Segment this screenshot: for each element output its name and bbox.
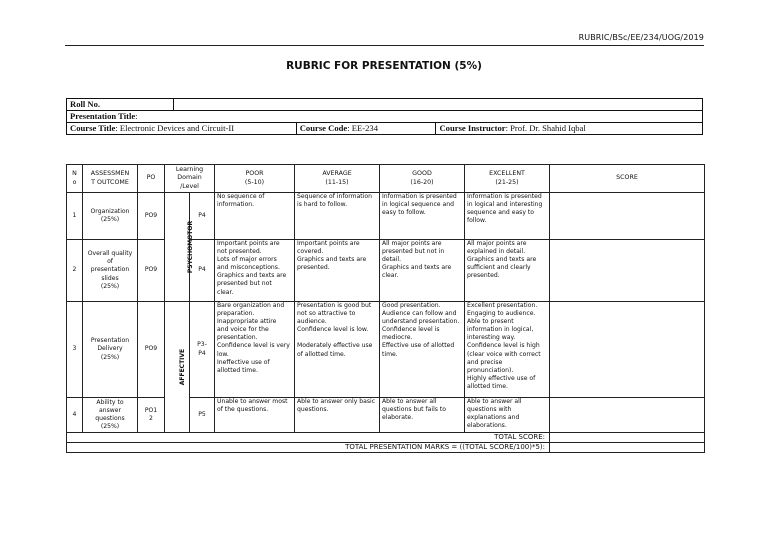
- header-no: N o: [67, 165, 83, 193]
- text-line: Information is presented: [467, 193, 542, 200]
- text-line: presented.: [467, 272, 500, 280]
- row-excellent: [465, 240, 550, 302]
- row-number: 1: [67, 193, 83, 240]
- text-line: questions.: [297, 406, 329, 414]
- text-line: Confidence level is very: [217, 342, 290, 350]
- row-score-field[interactable]: [550, 193, 705, 240]
- text-line: mediocre.: [382, 334, 413, 342]
- header-excellent: EXCELLENT (21-25): [465, 165, 550, 193]
- text-line: answer: [98, 406, 121, 414]
- text-line: PO9: [144, 211, 158, 219]
- text-line: Graphics and texts are: [382, 264, 452, 272]
- row-poor: [215, 398, 295, 433]
- course-code-label: Course Code: [299, 123, 348, 133]
- text-line: (25%): [100, 353, 120, 361]
- text-line: Audience can follow and: [382, 310, 457, 318]
- text-line: slides: [101, 274, 119, 282]
- text-line: Ability to: [96, 398, 124, 406]
- total-score-field[interactable]: [550, 433, 705, 443]
- text-line: Bare organization and: [217, 302, 285, 309]
- header-poor: POOR (5-10): [215, 165, 295, 193]
- text-line: Sequence of information: [297, 193, 372, 200]
- text-line: Ineffective use of: [217, 358, 270, 366]
- row-average: [295, 193, 380, 240]
- course-title-label: Course Title: [70, 123, 116, 133]
- text-line: information in logical,: [467, 326, 534, 334]
- header-divider: [65, 45, 704, 46]
- text-line: (25%): [100, 216, 120, 223]
- header-good: GOOD (16-20): [380, 165, 465, 193]
- text-line: audience.: [297, 318, 327, 326]
- course-instructor-cell: [436, 123, 703, 135]
- text-line: clear.: [217, 288, 234, 296]
- text-line: PO1: [144, 406, 158, 414]
- text-line: Engaging to audience.: [467, 310, 536, 318]
- text-line: Able to present: [467, 318, 514, 326]
- text-line: Confidence level is high: [467, 342, 540, 350]
- domain-affective: AFFECTIVE: [165, 302, 190, 433]
- table-row: [67, 398, 705, 433]
- text-line: not presented.: [217, 248, 262, 256]
- text-line: Good presentation.: [382, 302, 441, 309]
- presentation-title-colon: :: [135, 111, 138, 121]
- course-row: [67, 123, 703, 135]
- course-code-cell: [296, 123, 436, 135]
- text-line: Delivery: [97, 345, 123, 353]
- row-score-field[interactable]: [550, 302, 705, 398]
- text-line: clear.: [382, 272, 399, 280]
- course-title-cell: [67, 123, 297, 135]
- presentation-title-field[interactable]: [67, 111, 703, 123]
- text-line: explanations and: [467, 414, 520, 422]
- row-average: [295, 240, 380, 302]
- total-score-label: TOTAL SCORE:: [67, 433, 550, 443]
- text-line: Presentation is good but: [297, 302, 372, 309]
- rubric-header-row: [67, 165, 705, 193]
- header-po: PO: [138, 165, 165, 193]
- text-line: explained in detail.: [467, 248, 526, 256]
- total-marks-field[interactable]: [550, 443, 705, 453]
- row-outcome: [83, 193, 138, 240]
- text-line: presented.: [297, 264, 330, 272]
- text-line: low.: [217, 350, 229, 358]
- roll-no-field[interactable]: [173, 99, 702, 111]
- row-score-field[interactable]: [550, 240, 705, 302]
- course-code-value: : EE-234: [347, 123, 379, 133]
- text-line: of: [107, 258, 113, 266]
- text-line: and voice for the: [217, 326, 269, 334]
- text-line: easy to follow.: [382, 209, 426, 217]
- text-line: P4: [198, 211, 206, 219]
- text-line: understand presentation.: [382, 318, 460, 326]
- text-line: Graphics and texts are: [217, 272, 287, 280]
- text-line: sequence and easy to: [467, 209, 535, 217]
- text-line: All major points are: [467, 240, 527, 247]
- text-line: presented but not in: [382, 248, 445, 256]
- text-line: sufficient and clearly: [467, 264, 531, 272]
- text-line: Inappropriate attire: [217, 318, 277, 326]
- presentation-title-label: Presentation Title: [70, 111, 136, 121]
- text-line: and misconceptions.: [217, 264, 280, 272]
- text-line: allotted time.: [217, 366, 258, 374]
- text-line: elaborate.: [382, 414, 414, 422]
- text-line: PO9: [144, 345, 158, 353]
- text-line: No sequence of: [217, 193, 265, 200]
- rubric-table: [66, 164, 705, 453]
- text-line: P3-: [197, 341, 207, 349]
- row-poor: [215, 240, 295, 302]
- row-number: 4: [67, 398, 83, 433]
- row-excellent: [465, 193, 550, 240]
- header-score: SCORE: [550, 165, 705, 193]
- domain-psychomotor: PSYCHOMOTOR: [165, 193, 190, 302]
- text-line: P4: [198, 266, 206, 274]
- text-line: Able to answer only basic: [297, 398, 376, 405]
- text-line: Able to answer all: [382, 398, 437, 405]
- row-level: [190, 398, 215, 433]
- text-line: [297, 334, 377, 342]
- row-good: [380, 302, 465, 398]
- text-line: detail.: [382, 256, 402, 264]
- document-reference: RUBRIC/BSc/EE/234/UOG/2019: [578, 33, 704, 42]
- total-marks-label: TOTAL PRESENTATION MARKS = ((TOTAL SCORE/100)*5):: [67, 443, 550, 453]
- roll-no-label: Roll No.: [67, 99, 174, 111]
- row-good: [380, 240, 465, 302]
- text-line: Highly effective use of: [467, 374, 536, 382]
- row-poor: [215, 193, 295, 240]
- header-learning-domain: Learning Domain /Level: [165, 165, 215, 193]
- text-line: Excellent presentation.: [467, 302, 538, 309]
- text-line: time.: [382, 350, 398, 358]
- row-number: 3: [67, 302, 83, 398]
- total-score-row: [67, 433, 705, 443]
- text-line: Able to answer all: [467, 398, 522, 405]
- text-line: in logical and interesting: [467, 201, 543, 209]
- row-score-field[interactable]: [550, 398, 705, 433]
- course-title-value: : Electronic Devices and Circuit-II: [115, 123, 235, 133]
- text-line: interesting way.: [467, 334, 516, 342]
- row-po: [138, 240, 165, 302]
- text-line: Moderately effective use: [297, 342, 373, 350]
- text-line: preparation.: [217, 310, 255, 318]
- text-line: (25%): [100, 282, 120, 290]
- text-line: not so attractive to: [297, 310, 356, 318]
- text-line: (clear voice with correct: [467, 350, 541, 358]
- text-line: presentation: [90, 266, 130, 274]
- text-line: Important points are: [297, 240, 360, 247]
- row-excellent: [465, 398, 550, 433]
- row-level: [190, 302, 215, 398]
- row-good: [380, 398, 465, 433]
- text-line: elaborations.: [467, 422, 507, 430]
- total-marks-row: [67, 443, 705, 453]
- roll-no-row: [67, 99, 703, 111]
- text-line: Graphics and texts are: [297, 256, 367, 264]
- text-line: Lots of major errors: [217, 256, 277, 264]
- row-average: [295, 398, 380, 433]
- row-good: [380, 193, 465, 240]
- row-po: [138, 193, 165, 240]
- text-line: Confidence level is low.: [297, 326, 369, 334]
- row-poor: [215, 302, 295, 398]
- text-line: is hard to follow.: [297, 201, 348, 209]
- header-average: AVERAGE (11-15): [295, 165, 380, 193]
- text-line: Organization: [90, 207, 130, 215]
- text-line: P4: [198, 349, 206, 357]
- header-assessment-outcome: ASSESSMEN T OUTCOME: [83, 165, 138, 193]
- row-outcome: [83, 240, 138, 302]
- text-line: P5: [198, 410, 206, 418]
- text-line: Important points are: [217, 240, 280, 247]
- row-po: [138, 302, 165, 398]
- text-line: follow.: [467, 217, 487, 225]
- course-instructor-value: : Prof. Dr. Shahid Iqbal: [505, 123, 586, 133]
- text-line: PO9: [144, 266, 158, 274]
- text-line: All major points are: [382, 240, 442, 247]
- text-line: information.: [217, 201, 255, 209]
- text-line: covered.: [297, 248, 324, 256]
- row-number: 2: [67, 240, 83, 302]
- text-line: Unable to answer most: [217, 398, 288, 405]
- row-excellent: [465, 302, 550, 398]
- text-line: Presentation: [90, 337, 130, 345]
- text-line: presented but not: [217, 280, 272, 288]
- text-line: presentation.: [217, 334, 258, 342]
- text-line: in logical sequence and: [382, 201, 454, 209]
- page-title: RUBRIC FOR PRESENTATION (5%): [286, 60, 482, 72]
- table-row: [67, 240, 705, 302]
- text-line: and precise: [467, 358, 503, 366]
- text-line: Overall quality: [87, 250, 133, 258]
- text-line: questions: [95, 415, 125, 422]
- row-outcome: [83, 302, 138, 398]
- text-line: Confidence level is: [382, 326, 440, 334]
- table-row: [67, 302, 705, 398]
- text-line: pronunciation).: [467, 366, 514, 374]
- row-po: [138, 398, 165, 433]
- text-line: questions with: [467, 406, 512, 414]
- row-outcome: [83, 398, 138, 433]
- text-line: of allotted time.: [297, 350, 346, 358]
- text-line: allotted time.: [467, 382, 508, 390]
- text-line: (25%): [100, 423, 120, 431]
- text-line: of the questions.: [217, 406, 269, 414]
- text-line: Information is presented: [382, 193, 457, 200]
- text-line: Graphics and texts are: [467, 256, 537, 264]
- text-line: 2: [149, 415, 153, 422]
- course-instructor-label: Course Instructor: [439, 123, 506, 133]
- presentation-title-row: [67, 111, 703, 123]
- text-line: Effective use of allotted: [382, 342, 455, 350]
- table-row: [67, 193, 705, 240]
- row-average: [295, 302, 380, 398]
- student-info-table: [66, 98, 703, 135]
- text-line: questions but fails to: [382, 406, 446, 414]
